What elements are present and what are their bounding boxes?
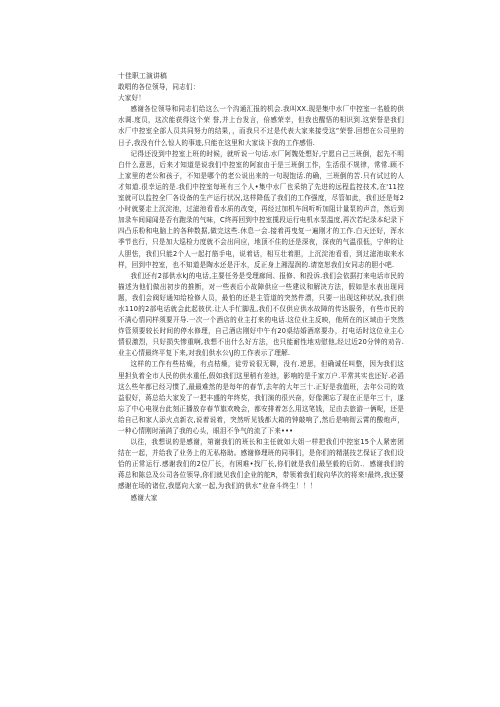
paragraph: 感谢各位领导和同志们给这么一个沟通汇报的机会.我叫XX.现是集中水厂中控室一名般的供水调.度员，这次能获得这个荣 誉,并上台发言，倍感荣幸，但我也醒悟的相识到.这荣誉是我们水厂中控室全部人员共同努力的结果，，而我只不过是代表大家来接受这”荣誉.回想在公司里的日子,我没有什么惊人的事迹,只能在这里和大家谈下我的工作感悟. (118, 105, 404, 147)
paragraph: 记得还没到中控室上班的时候，就听说一句话.水厂阿魏处想好,宁愿自己三班倒，起先不明白什么意思，后来才知道是说我们中控室的阿寂由于是三班倒工作，生活很不规律，常常.顾不上家里的老公和孩子，不知是哪个的老公说出来的一句现饱话.的确，三班倒的苦.只有试过的人才知道.很幸运的是.我们中控室每班有三个人•集中水厂也采纳了先进的远程监控技术,在'11控室就可以监控全厂各设备的生产运行状况,这样降低了我们的工作强度，尽管如此，我们还是每2小时就要走上沉淀池，过滤池看看水质的改变，再经过加机车间听听加阻计量泵的声音，然后到加录车间闻闻是否有跑录的气味，C终再回到中控室揽段运行电机水泵温度,再次若纪录本纪录下四凸乐粉和电脑上的各种数据,做完这些.休息一会.接着再曳复一遍刚才的工作.白天还好，浑水季节也行，只是加大巡检力度就不会出问应，地顶不住的还是深夜，深夜的气温很低，宁伸的让人胆怯，我们只能2个人一起打筋手电，说着话，相互壮着胆，上沉淀池看看，到过滤池取来水样，回到中控室，也不知道是陶水还是汗水，反正身上湘湿润的.请宽恕我们女同志的胆小吧. (118, 149, 404, 269)
paragraph: 以往，我想说的是感谢，第谢我们的班长和主任就如大姐一样把我们中控室15个人紧密团结在一起，并给我了业务上的无私格助。感谢修理班的同事们，是你们的精湛技艺保证了我们设恰的正常运行.感谢我们的2位厂长，有困难•找厂长,你们就是我们最坚毅的后防.．感谢我们的蒋总和陈总及公司各位领导,你们就见我们企业的舵R，带领着我们皖向华次的将来!最终,我还要感谢在场的诸位,我愿向大家一起,为我们的供水”业奋斗终生！！！ (118, 438, 404, 491)
greeting: 大家好！ (118, 94, 146, 103)
paragraph: 这样的工作有些枯燥，有点枯燥，徒劳说很无聊，没有.逆思，但确诚任叫整，因为我们这里担负着全市人民的供水重任,假如我们这里稍有差池，影响的是千家万户.平常其实也还好.必滔这么些年都已经习惯了,最最难然的是每年的春节,去年的大年三十.正好是我值班，去年公司的效益很好，蒋总给大家发了一把丰盛的年终奖，我们演的很兴奋，好像溯忘了现在正是年三十，遂忘了中心电视台此刻正播放存春节旗欢晚会，都安排着怎么用这笔钱，足由去旅游一俩呢，还是给自己和家人添火点新衣,说着说着，突然听见钱都大箱的钟敲响了,然后是响彻云霄的酸炮声，一种心情刚时涌满了我的心头，眼泪不争气的流了下来••• (118, 360, 404, 435)
document-title: 十佳职工演讲稿 (118, 72, 167, 80)
speech-document (118, 71, 404, 504)
salutation: 敢唱的各位领导，同志们： (118, 83, 200, 92)
closing-line: 感谢大家 (130, 493, 158, 502)
paragraph: 我们还有2部供水kJ的电话,主要任务是受理廊间、报修、和投诉.我们会依据打来电话市民的描述为他们做出初步的推断，对一些表后小故障供应一些建议和解决方法，假如是水表出现问题，我们会阀好通知给检修人员，最怕的还是主管道的突然件漂，只要一出现这种状况,我们供水110的2部电话就会此起彼伏.让人手忙脚乱,我们不仅供应供水故障的传达服务，有些市民的不满心情同样须要开导.一次一个酒店的业主打来的电话.这位业主反映，他所在的区域由于突然炸管须要较长时间的停水修理，自己酒店刚好中午有20桌结婚酒席要办，打电话时这位业主心情很激烈，只好损失惨重啊,我想不出什么好方法，也只能耐性地劝慰他,经过近20分钟的劝告.业主心情最终平复下来,对我们供水公\J的工作表示了理解. (118, 271, 404, 358)
